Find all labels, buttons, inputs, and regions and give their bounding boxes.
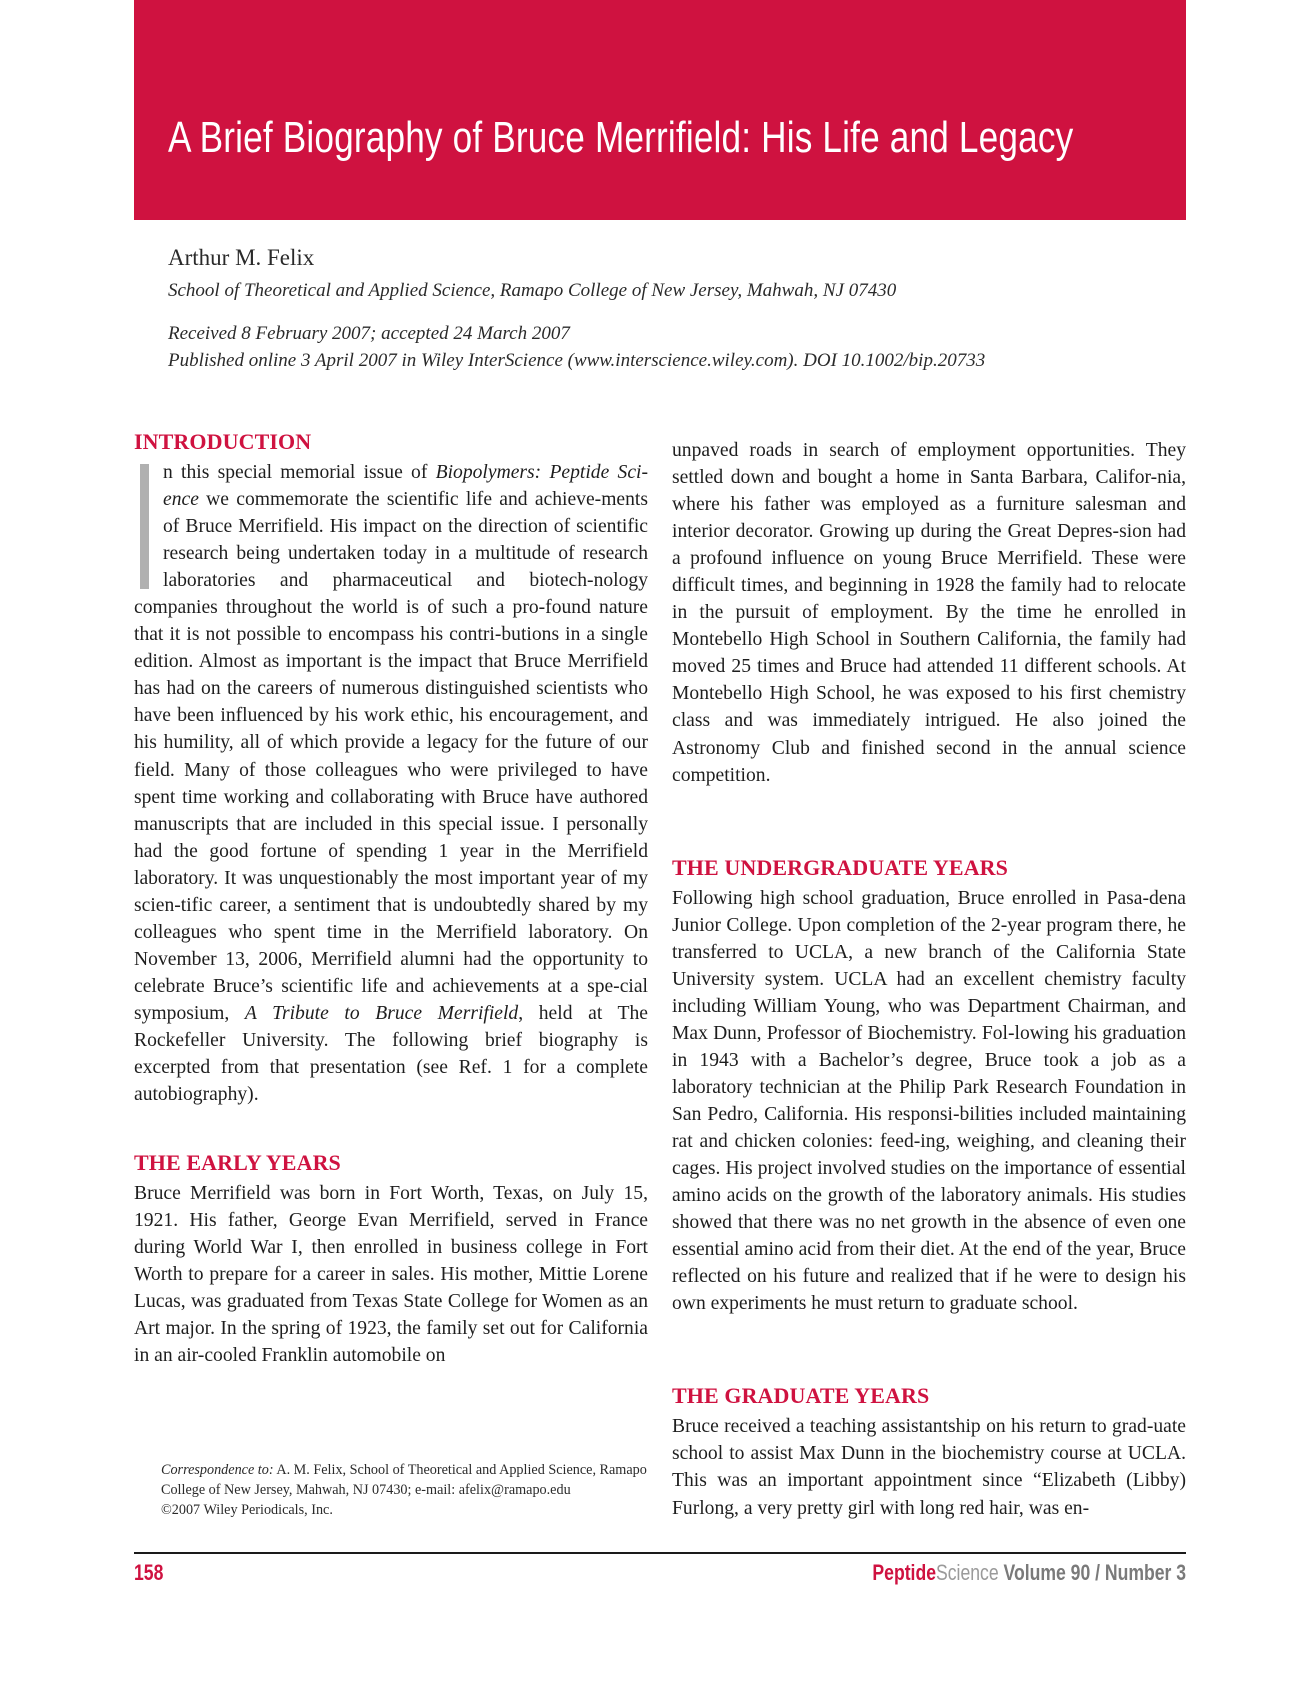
correspondence-label: Correspondence to:	[161, 1462, 274, 1478]
journal-volume: Volume 90 / Number 3	[998, 1560, 1186, 1585]
author-block	[168, 243, 1168, 374]
early-years-paragraph: Bruce Merrifield was born in Fort Worth, Texas, on July 15, 1921. His father, George Evan Merrifield, served in France during World War I, then enrolled in business college in Fort Worth to prepare for a career in sales. His mother, Mittie Lorene Lucas, was graduated from Texas State College for Women as an Art major. In the spring of 1923, the family set out for California in an air-cooled Franklin automobile on	[134, 1183, 648, 1367]
journal-footer	[872, 1560, 1186, 1586]
undergraduate-heading: THE UNDERGRADUATE YEARS	[672, 854, 1009, 880]
published-online: Published online 3 April 2007 in Wiley InterScience (www.interscience.wiley.com). DOI 10.1002/bip.20733	[168, 350, 986, 371]
left-column	[134, 428, 648, 1369]
title-banner	[134, 0, 1186, 220]
intro-text-3: , held at The Rockefeller University. The following brief biography is excerpted from that presentation (see Ref. 1 for a complete autobiography).	[134, 1002, 649, 1106]
author-name: Arthur M. Felix	[168, 245, 315, 270]
article-title: A Brief Biography of Bruce Merrifield: His Life and Legacy	[168, 113, 1074, 162]
received-date: Received 8 February 2007; accepted 24 March 2007	[168, 323, 570, 344]
introduction-heading: INTRODUCTION	[134, 429, 312, 454]
publication-dates	[168, 320, 1168, 374]
undergraduate-paragraph: Following high school graduation, Bruce enrolled in Pasa-dena Junior College. Upon completion of the 2-year program there, he transferred to UCLA, a new branch of the California State University system. UCLA had an excellent chemistry faculty including William Young, who was Department Chairman, and Max Dunn, Professor of Biochemistry. Fol-lowing his graduation in 1943 with a Bachelor’s degree, Bruce took a job as a laboratory technician at the Philip Park Research Foundation in San Pedro, California. His responsi-bilities included maintaining rat and chicken colonies: feed-ing, weighing, and cleaning their cages. His project involved studies on the importance of essential amino acids on the growth of the laboratory animals. His studies showed that there was no net growth in the absence of even one essential amino acid from their diet. At the end of the year, Bruce reflected on his future and realized that if he were to design his own experiments he must return to graduate school.	[672, 887, 1186, 1315]
journal-name: Biopolymers: Peptide Sci-ence	[163, 462, 648, 511]
dropcap-i	[140, 464, 149, 589]
journal-name-peptide: Peptide	[872, 1560, 936, 1585]
graduate-paragraph: Bruce received a teaching assistantship on his return to grad-uate school to assist Max Dunn in the biochemistry course at UCLA. This was an important appointment since “Elizabeth (Libby) Furlong, a very pretty girl with long red hair, was en-	[672, 1416, 1186, 1519]
graduate-heading: THE GRADUATE YEARS	[672, 1383, 930, 1409]
copyright: ©2007 Wiley Periodicals, Inc.	[161, 1502, 333, 1518]
page-number: 158	[134, 1560, 164, 1585]
symposium-title: A Tribute to Bruce Merrifield	[244, 1002, 519, 1024]
early-years-continued: unpaved roads in search of employment opportunities. They settled down and bought a home in Santa Barbara, Califor-nia, where his father was employed as a furniture salesman and interior decorator. Growing up during the Great Depres-sion had a profound influence on young Bruce Merrifield. These were difficult times, and beginning in 1928 the family had to relocate in the pursuit of employment. By the time he enrolled in Montebello High School in Southern California, the family had moved 25 times and Bruce had attended 11 different schools. At Montebello High School, he was exposed to his first chemistry class and was immediately intrigued. He also joined the Astronomy Club and finished second in the annual science competition.	[672, 440, 1186, 786]
correspondence-note	[161, 1460, 651, 1520]
author-affiliation: School of Theoretical and Applied Science, Ramapo College of New Jersey, Mahwah, NJ 07430	[168, 280, 897, 301]
correspondence-text: A. M. Felix, School of Theoretical and Applied Science, Ramapo College of New Jersey, Mahwah, NJ 07430; e-mail: afelix@ramapo.edu	[161, 1462, 647, 1498]
intro-text-1: n this special memorial issue of	[163, 462, 436, 483]
intro-text-2: we commemorate the scientific life and achieve-ments of Bruce Merrifield. His impact on the direction of scientific research being undertaken today in a multitude of research laboratories and pharmaceutical and biotech-nology companies throughout the world is of such a pro-found nature that it is not possible to encompass his contri-butions in a single edition. Almost as important is the impact that Bruce Merrifield has had on the careers of numerous distinguished scientists who have been influenced by his work ethic, his encouragement, and his humility, all of which provide a legacy for the future of our field. Many of those colleagues who were privileged to have spent time working and collaborating with Bruce have authored manuscripts that are included in this special issue. I personally had the good fortune of spending 1 year in the Merrifield laboratory. It was unquestionably the most important year of my scien-tific career, a sentiment that is undoubtedly shared by my colleagues who spent time in the Merrifield laboratory. On November 13, 2006, Merrifield alumni had the opportunity to celebrate Bruce’s scientific life and achievements at a spe-cial symposium,	[134, 489, 648, 1024]
early-years-heading: THE EARLY YEARS	[134, 1150, 341, 1176]
right-column	[672, 437, 1186, 1522]
journal-name-science: Science	[935, 1560, 999, 1585]
introduction-paragraph	[134, 459, 648, 1108]
footer-rule	[134, 1552, 1186, 1554]
